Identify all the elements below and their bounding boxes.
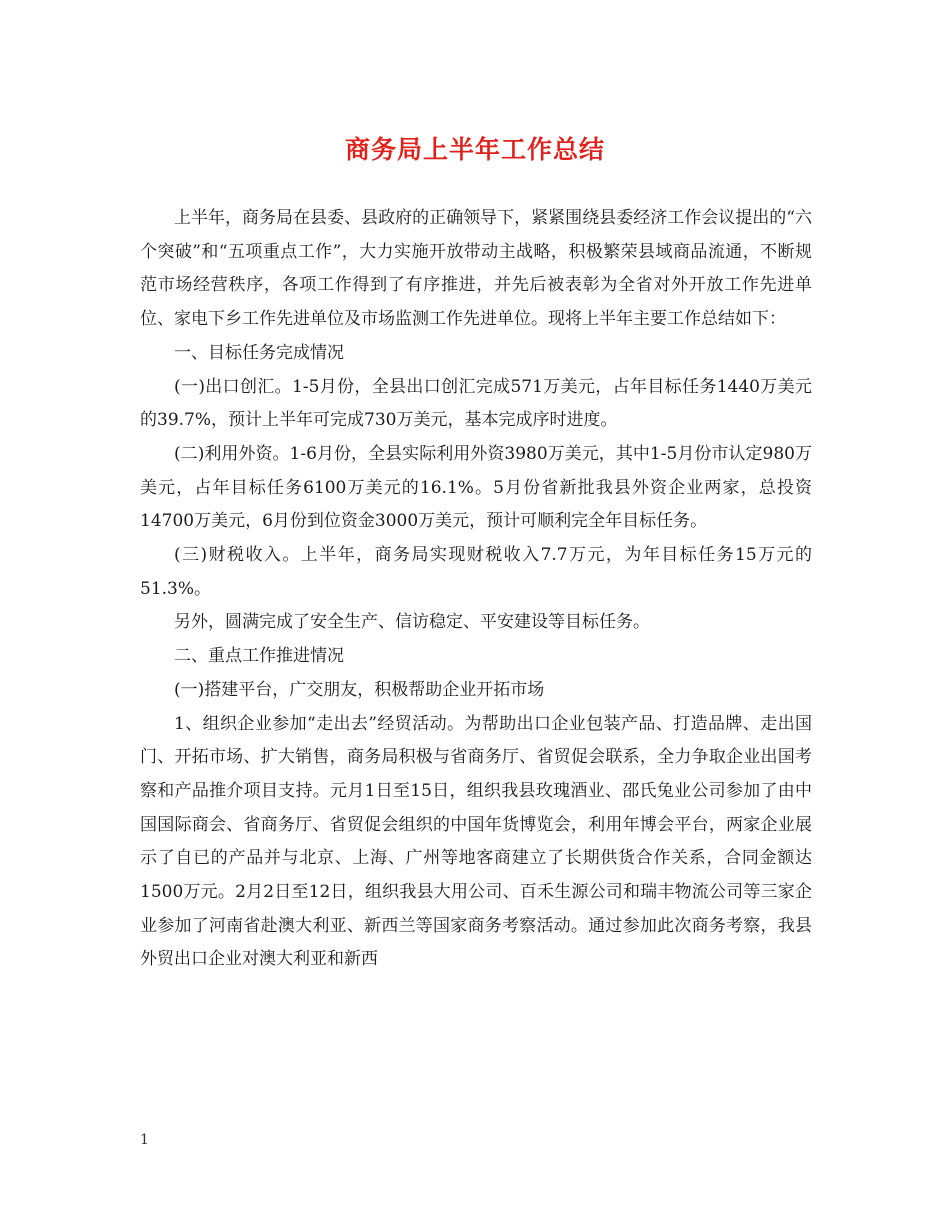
paragraph-going-out: 1、组织企业参加“走出去”经贸活动。为帮助出口企业包装产品、打造品牌、走出国门、开拓市场、扩大销售，商务局积极与省商务厅、省贸促会联系，全力争取企业出国考察和产品推介项目支持。元月1日至15日，组织我县玫瑰酒业、邵氏兔业公司参加了由中国国际商会、省商务厅、省贸促会组织的中国年货博览会，利用年博会平台，两家企业展示了自已的产品并与北京、上海、广州等地客商建立了长期供货合作关系，合同金额达1500万元。2月2日至12日，组织我县大用公司、百禾生源公司和瑞丰物流公司等三家企业参加了河南省赴澳大利亚、新西兰等国家商务考察活动。通过参加此次商务考察，我县外贸出口企业对澳大利亚和新西: [140, 713, 812, 970]
paragraph-tax-revenue: (三)财税收入。上半年，商务局实现财税收入7.7万元，为年目标任务15万元的51.3%。: [140, 545, 812, 599]
document-body: [140, 202, 812, 977]
paragraph-export: (一)出口创汇。1-5月份，全县出口创汇完成571万美元，占年目标任务1440万美元的39.7%，预计上半年可完成730万美元，基本完成序时进度。: [140, 376, 812, 431]
paragraph-intro: 上半年，商务局在县委、县政府的正确领导下，紧紧围绕县委经济工作会议提出的“六个突破”和“五项重点工作”，大力实施开放带动主战略，积极繁荣县域商品流通，不断规范市场经营秩序，各项工作得到了有序推进，并先后被表彰为全省对外开放工作先进单位、家电下乡工作先进单位及市场监测工作先进单位。现将上半年主要工作总结如下：: [140, 208, 812, 330]
section-heading-key-work: 二、重点工作推进情况: [174, 646, 344, 667]
section-heading-targets: 一、目标任务完成情况: [174, 342, 344, 363]
page-number: 1: [140, 1132, 149, 1148]
paragraph-other-targets: 另外，圆满完成了安全生产、信访稳定、平安建设等目标任务。: [174, 612, 650, 633]
document-title: 商务局上半年工作总结: [344, 135, 605, 164]
subsection-heading-platform: (一)搭建平台，广交朋友，积极帮助企业开拓市场: [174, 679, 545, 700]
paragraph-foreign-investment: (二)利用外资。1-6月份，全县实际利用外资3980万美元，其中1-5月份市认定980万美元，占年目标任务6100万美元的16.1%。5月份省新批我县外资企业两家，总投资14700万美元，6月份到位资金3000万美元，预计可顺利完全年目标任务。: [140, 443, 812, 532]
